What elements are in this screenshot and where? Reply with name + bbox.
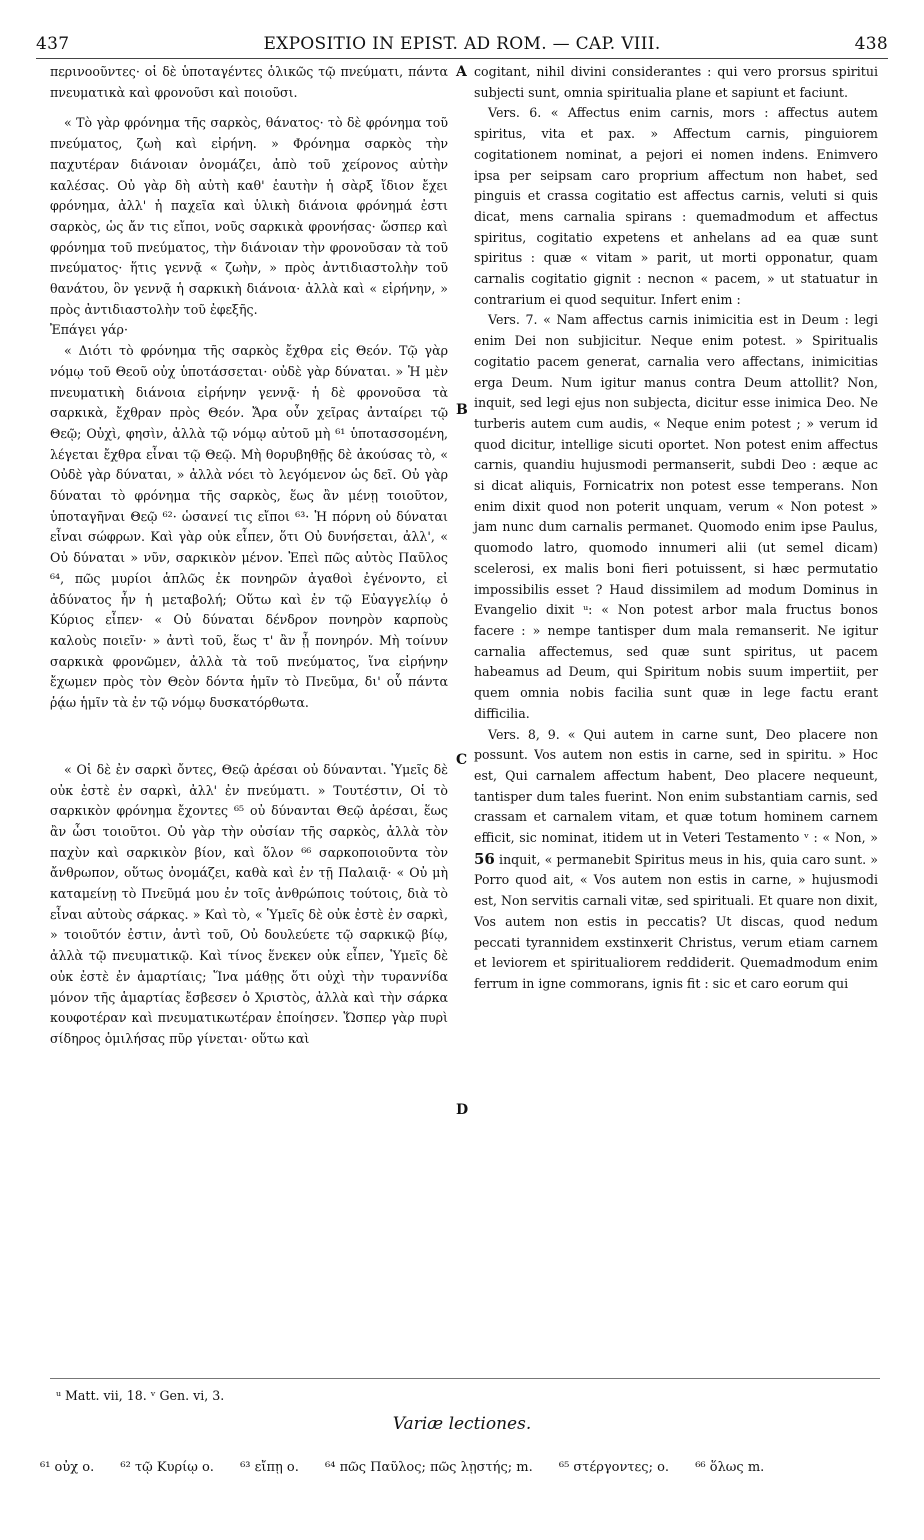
variant-reading: ⁶² τῷ Κυρίῳ ο. [120, 1460, 214, 1475]
column-number: 56 [474, 849, 495, 868]
page-number-right: 438 [854, 34, 888, 54]
latin-column [474, 62, 878, 995]
section-marker-b: B [456, 402, 468, 418]
section-marker-a: A [456, 64, 467, 80]
variae-list [40, 1460, 890, 1475]
variant-reading: ⁶³ εἴπῃ ο. [240, 1460, 299, 1475]
greek-paragraph: Ἐπάγει γάρ· [50, 322, 128, 338]
running-title: EXPOSITIO IN EPIST. AD ROM. — CAP. VIII. [263, 34, 661, 54]
footnote-rule [50, 1378, 880, 1379]
greek-paragraph: « Οἱ δὲ ἐν σαρκὶ ὄντες, Θεῷ ἀρέσαι οὐ δύνανται. Ὑμεῖς δὲ οὐκ ἐστὲ ἐν σαρκὶ, ἀλλ' ἐν πνεύματι. » Τουτέστιν, Οἱ τὸ σαρκικὸν φρόνημα ἔχοντες ⁶⁵ οὐ δύνανται Θεῷ ἀρέσαι, ἕως ἂν ὦσι τοιοῦτοι. Οὐ γὰρ τὴν οὐσίαν τῆς σαρκὸς, ἀλλὰ τὸν παχὺν καὶ σαρκικὸν βίον, καὶ ὅλον ⁶⁶ σαρκοποιοῦντα τὸν ἄνθρωπον, οὕτως ὀνομάζει, καθὰ καὶ ἐν τῇ Παλαιᾷ· « Οὐ μὴ καταμείνῃ τὸ Πνεῦμά μου ἐν τοῖς ἀνθρώποις τούτοις, διὰ τὸ εἶναι αὐτοὺς σάρκας. » Καὶ τὸ, « Ὑμεῖς δὲ οὐκ ἐστὲ ἐν σαρκὶ, » τοιοῦτόν ἐστιν, ἀντὶ τοῦ, Οὐ δουλεύετε τῷ σαρκικῷ βίῳ, ἀλλὰ τῷ πνευματικῷ. Καὶ τίνος ἕνεκεν οὐκ εἶπεν, Ὑμεῖς δὲ οὐκ ἐστὲ ἐν ἁμαρτίαις; Ἵνα μάθῃς ὅτι οὐχὶ τὴν τυραννίδα μόνον τῆς ἁμαρτίας ἔσβεσεν ὁ Χριστὸς, ἀλλὰ καὶ τὴν σάρκα κουφοτέραν καὶ πνευματικωτέραν ἐποίησεν. Ὥσπερ γὰρ πυρὶ σίδηρος ὁμιλήσας πῦρ γίνεται· οὕτω καὶ [50, 761, 448, 1046]
variant-reading: ⁶¹ οὐχ ο. [40, 1460, 95, 1475]
variant-reading: ⁶⁶ ὅλως m. [695, 1460, 765, 1475]
header-rule [36, 58, 888, 59]
latin-paragraph: Vers. 6. « Affectus enim carnis, mors : affectus autem spiritus, vita et pax. » Affectum carnis, pinguiorem cogitationem nominat, a pejori ei nomen indens. Enimvero ipsa per seipsam caro proprium affectum non habet, sed pinguis et crassa cogitatio est affectus carnis, veluti si quis dicat, mens carnalia spirans : quemadmodum et affectus spiritus, cogitatio expetens et anhelans ad ea quæ sunt spiritus : quæ « vitam » parit, ut morti opponatur, quam carnalis cogitatio gignit : necnon « pacem, » ut statuatur in contrarium ei quod sequitur. Infert enim : [474, 105, 878, 307]
running-header [36, 34, 888, 56]
scripture-footnotes: ᵘ Matt. vii, 18. ᵛ Gen. vi, 3. [56, 1388, 225, 1403]
latin-text: inquit, « permanebit Spiritus meus in his, quia caro sunt. » Porro quod ait, « Vos autem non estis in carne, » hujusmodi est, Non servitis carnali vitæ, sed spirituali. Et quare non dixit, Vos autem non estis in peccatis? Ut discas, quod nedum peccati tyrannidem exstinxerit Christus, verum etiam carnem et leviorem et spiritualiorem reddiderit. Quemadmodum enim ferrum in igne commorans, ignis fit : sic et caro eorum qui [474, 851, 878, 991]
variae-heading: Variæ lectiones. [392, 1414, 532, 1434]
variant-reading: ⁶⁵ στέργοντες; ο. [558, 1460, 670, 1475]
latin-paragraph: cogitant, nihil divini considerantes : qui vero prorsus spiritui subjecti sunt, omnia spiritualia plane et sapiunt et faciunt. [474, 64, 878, 100]
page-number-left: 437 [36, 34, 70, 54]
greek-paragraph: « Διότι τὸ φρόνημα τῆς σαρκὸς ἔχθρα εἰς Θεόν. Τῷ γὰρ νόμῳ τοῦ Θεοῦ οὐχ ὑποτάσσεται· οὐδὲ γὰρ δύναται. » Ἡ μὲν πνευματικὴ διάνοια εἰρήνην γεννᾷ· ἡ δὲ φρονοῦσα τὰ σαρκικὰ, ἔχθραν πρὸς Θεόν. Ἄρα οὖν χεῖρας ἀνταίρει τῷ Θεῷ; Οὐχὶ, φησὶν, ἀλλὰ τῷ νόμῳ αὐτοῦ μὴ ⁶¹ ὑποτασσομένη, λέγεται ἔχθρα εἶναι τῷ Θεῷ. Μὴ θορυβηθῇς δὲ ἀκούσας τὸ, « Οὐδὲ γὰρ δύναται, » ἀλλὰ νόει τὸ λεγόμενον ὡς δεῖ. Οὐ γὰρ δύναται τὸ φρόνημα τῆς σαρκὸς, ἕως ἂν μένῃ τοιοῦτον, ὑποταγῆναι Θεῷ ⁶²· ὡσανεί τις εἴποι ⁶³· Ἡ πόρνη οὐ δύναται εἶναι σώφρων. Καὶ γὰρ οὐκ εἶπεν, ὅτι Οὐ δυνήσεται, ἀλλ', « Οὐ δύναται » νῦν, σαρκικὸν μένον. Ἐπεὶ πῶς αὐτὸς Παῦλος ⁶⁴, πῶς μυρίοι ἁπλῶς ἐκ πονηρῶν ἀγαθοὶ ἐγένοντο, εἰ ἀδύνατος ἦν ἡ μεταβολή; Οὕτω καὶ ἐν τῷ Εὐαγγελίῳ ὁ Κύριος εἶπεν· « Οὐ δύναται δένδρον πονηρὸν καρποὺς καλοὺς ποιεῖν· » ἀντὶ τοῦ, ἕως τ' ἂν ᾖ πονηρόν. Μὴ τοίνυν σαρκικὰ φρονῶμεν, ἀλλὰ τὰ τοῦ πνεύματος, ἵνα εἰρήνην ἔχωμεν πρὸς τὸν Θεὸν δόντα ἡμῖν τὸ Πνεῦμα, δι' οὗ πάντα ῥᾴω ἡμῖν τὰ ἐν τῷ νόμῳ δυσκατόρθωτα. [50, 343, 448, 711]
variant-reading: ⁶⁴ πῶς Παῦλος; πῶς λῃστής; m. [325, 1460, 533, 1475]
latin-paragraph [474, 725, 878, 995]
greek-paragraph: περινοοῦντες· οἱ δὲ ὑποταγέντες ὁλικῶς τῷ πνεύματι, πάντα πνευματικὰ καὶ φρονοῦσι καὶ ποιοῦσι. [50, 64, 448, 100]
section-marker-c: C [456, 752, 468, 768]
greek-paragraph: « Τὸ γὰρ φρόνημα τῆς σαρκὸς, θάνατος· τὸ δὲ φρόνημα τοῦ πνεύματος, ζωὴ καὶ εἰρήνη. » Φρόνημα σαρκὸς τὴν παχυτέραν διάνοιαν ὀνομάζει, ἀπὸ τοῦ χείρονος αὐτὴν καλέσας. Οὐ γὰρ δὴ αὐτὴ καθ' ἑαυτὴν ἡ σὰρξ ἴδιον ἔχει φρόνημα, ἀλλ' ἡ παχεῖα καὶ ὑλικὴ διάνοια φρόνημά ἐστι σαρκὸς, ὡς ἄν τις εἴποι, νοῦς σαρκικὰ φρονήσας· ὥσπερ καὶ φρόνημα τοῦ πνεύματος, τὴν διάνοιαν τὴν φρονοῦσαν τὰ τοῦ πνεύματος· ἥτις γεννᾷ « ζωὴν, » πρὸς ἀντιδιαστολὴν τοῦ θανάτου, ὃν γεννᾷ ἡ σαρκικὴ διάνοια· ἀλλὰ καὶ « εἰρήνην, » πρὸς ἀντιδιαστολὴν τοῦ ἐφεξῆς. [50, 115, 448, 317]
greek-column [50, 62, 448, 1050]
section-marker-d: D [456, 1102, 469, 1118]
latin-paragraph: Vers. 7. « Nam affectus carnis inimicitia est in Deum : legi enim Dei non subjicitur. Neque enim potest. » Spiritualis cogitatio pacem generat, carnalia vero affectans, inimicitias erga Deum. Num igitur manus contra Deum attollit? Non, inquit, sed legi ejus non subjecta, dicitur esse inimica Deo. Ne turberis autem cum audis, « Neque enim potest ; » verum id quod dicitur, intellige sicuti oportet. Non potest enim affectus carnis, quandiu hujusmodi permanserit, subdi Deo : æque ac si dicat aliquis, Fornicatrix non potest esse temperans. Non enim dixit quod non poterit unquam, verum « Non potest » jam nunc dum carnalis permanet. Quomodo enim ipse Paulus, quomodo latro, quomodo innumeri alii (ut semel dicam) scelerosi, ex malis boni fieri potuissent, si hæc permutatio impossibilis esset ? Haud dissimilem ad modum Dominus in Evangelio dixit ᵘ: « Non potest arbor mala fructus bonos facere : » nempe tantisper dum mala remanserit. Ne igitur carnalia affectemus, sed quæ sunt spiritus, ut pacem habeamus ad Deum, qui Spiritum nobis suum impertiit, per quem omnia nobis facilia sunt quæ in lege factu erant difficilia. [474, 312, 878, 721]
latin-text: Vers. 8, 9. « Qui autem in carne sunt, Deo placere non possunt. Vos autem non estis in carne, sed in spiritu. » Hoc est, Qui carnalem affectum habent, Deo placere nequeunt, tantisper dum tales fuerint. Non enim substantiam carnis, sed crassam et carnalem vitam, et quæ totum hominem carnem efficit, sic nominat, itidem ut in Veteri Testamento ᵛ : « Non, » [474, 726, 878, 846]
